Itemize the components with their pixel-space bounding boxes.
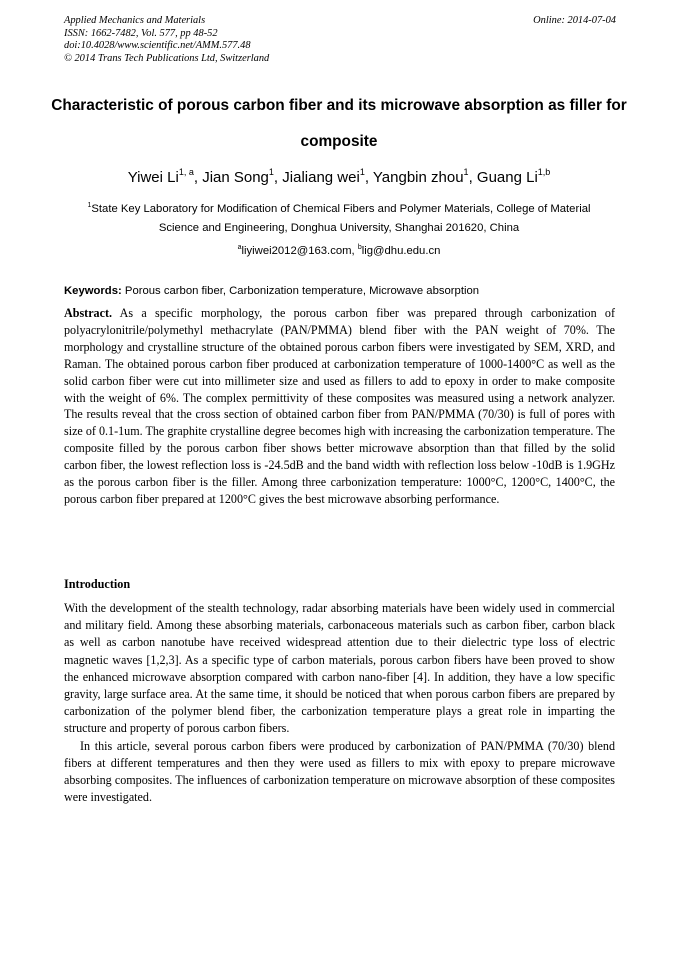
paper-title: Characteristic of porous carbon fiber and its microwave absorption as filler for composite bbox=[51, 97, 627, 150]
email-link[interactable]: lig@dhu.edu.cn bbox=[361, 245, 441, 257]
author: Yiwei Li$^{1, a}$, bbox=[127, 167, 203, 186]
abstract bbox=[64, 305, 615, 508]
section-heading-introduction: Introduction bbox=[64, 577, 131, 591]
abstract-label: Abstract. bbox=[64, 306, 113, 320]
author: Guang Li$^{1,b}$ bbox=[476, 167, 551, 186]
journal-name: Applied Mechanics and Materials bbox=[64, 15, 206, 26]
paragraph: With the development of the stealth technology, radar absorbing materials have been widely used in commercial and military field. Among these absorbing materials, carbonaceous materials such as carbon fiber, carbon black as well as carbon nanotube have received widespread attention due to their dielectric type loss of electric magnetic waves [1,2,3]. As a specific type of carbon materials, porous carbon fibers have been proved to show the enhanced microwave absorption compared with carbon nano-fiber [4]. In addition, they have a low specific gravity, large surface area. At the same time, it should be noticed that when porous carbon fibers are prepared by carbonization of the polymer blend fiber, the carbonization temperature plays a great role in imparting the structure and property of porous carbon fibers. bbox=[64, 601, 615, 736]
online-date: Online: 2014-07-04 bbox=[533, 15, 616, 26]
copyright-line: © 2014 Trans Tech Publications Ltd, Switzerland bbox=[64, 52, 270, 64]
issn-line: ISSN: 1662-7482, Vol. 577, pp 48-52 bbox=[64, 27, 218, 39]
keywords bbox=[64, 283, 620, 299]
introduction-body bbox=[64, 600, 615, 806]
email-link[interactable]: liyiwei2012@163.com bbox=[241, 245, 352, 257]
author: Jialiang wei$^1$, bbox=[282, 167, 373, 186]
author-emails: $^a$liyiwei2012@163.com, $^b$lig@dhu.edu.cn bbox=[237, 244, 441, 257]
doi-line: doi:10.4028/www.scientific.net/AMM.577.48 bbox=[64, 40, 251, 51]
author: Jian Song$^1$, bbox=[202, 167, 283, 186]
paragraph: In this article, several porous carbon fibers were produced by carbonization of PAN/PMMA (70/30) blend fibers at different temperatures and then they were used as fillers to mix with epoxy to prepare microwave absorbing composites. The influences of carbonization temperature on microwave absorption of these composites were investigated. bbox=[64, 738, 615, 805]
affiliation: $^1$State Key Laboratory for Modification of Chemical Fibers and Polymer Materials, College of Material Science and Engineering, Donghua University, Shanghai 201620, China bbox=[87, 202, 591, 234]
author-list bbox=[30, 167, 648, 189]
abstract-text: As a specific morphology, the porous carbon fiber was prepared through carbonization of polyacrylonitrile/polymethyl methacrylate (PAN/PMMA) blend fiber with the PAN weight of 70%. The morphology and crystalline structure of the obtained porous carbon fibers were investigated by SEM, XRD, and Raman. The obtained porous carbon fiber produced at carbonization temperature of 1000-1400°C as well as the solid carbon fiber were cut into millimeter size and used as fillers to add to epoxy in order to make composite with the weight of 6%. The complex permittivity of these composites was measured using a network analyzer. The results reveal that the cross section of obtained carbon fiber from PAN/PMMA (70/30) is full of pores with size of 0.1-1um. The graphite crystalline degree becomes high with increasing the carbonization temperature. The composite filled by the porous carbon fiber shows better microwave absorption than that filled by the solid carbon fiber, the lowest reflection loss is -24.5dB and the band width with reflection loss below -10dB is 1.9GHz as the porous carbon fiber is the filler. Among three carbonization temperature: 1000°C, 1200°C, 1400°C, the porous carbon fiber prepared at 1200°C gives the best microwave absorbing performance. bbox=[64, 306, 615, 506]
author: Yangbin zhou$^1$, bbox=[372, 167, 477, 186]
journal-header bbox=[64, 15, 616, 65]
keywords-label: Keywords: bbox=[64, 285, 122, 297]
keywords-text: Porous carbon fiber, Carbonization temperature, Microwave absorption bbox=[121, 285, 480, 297]
